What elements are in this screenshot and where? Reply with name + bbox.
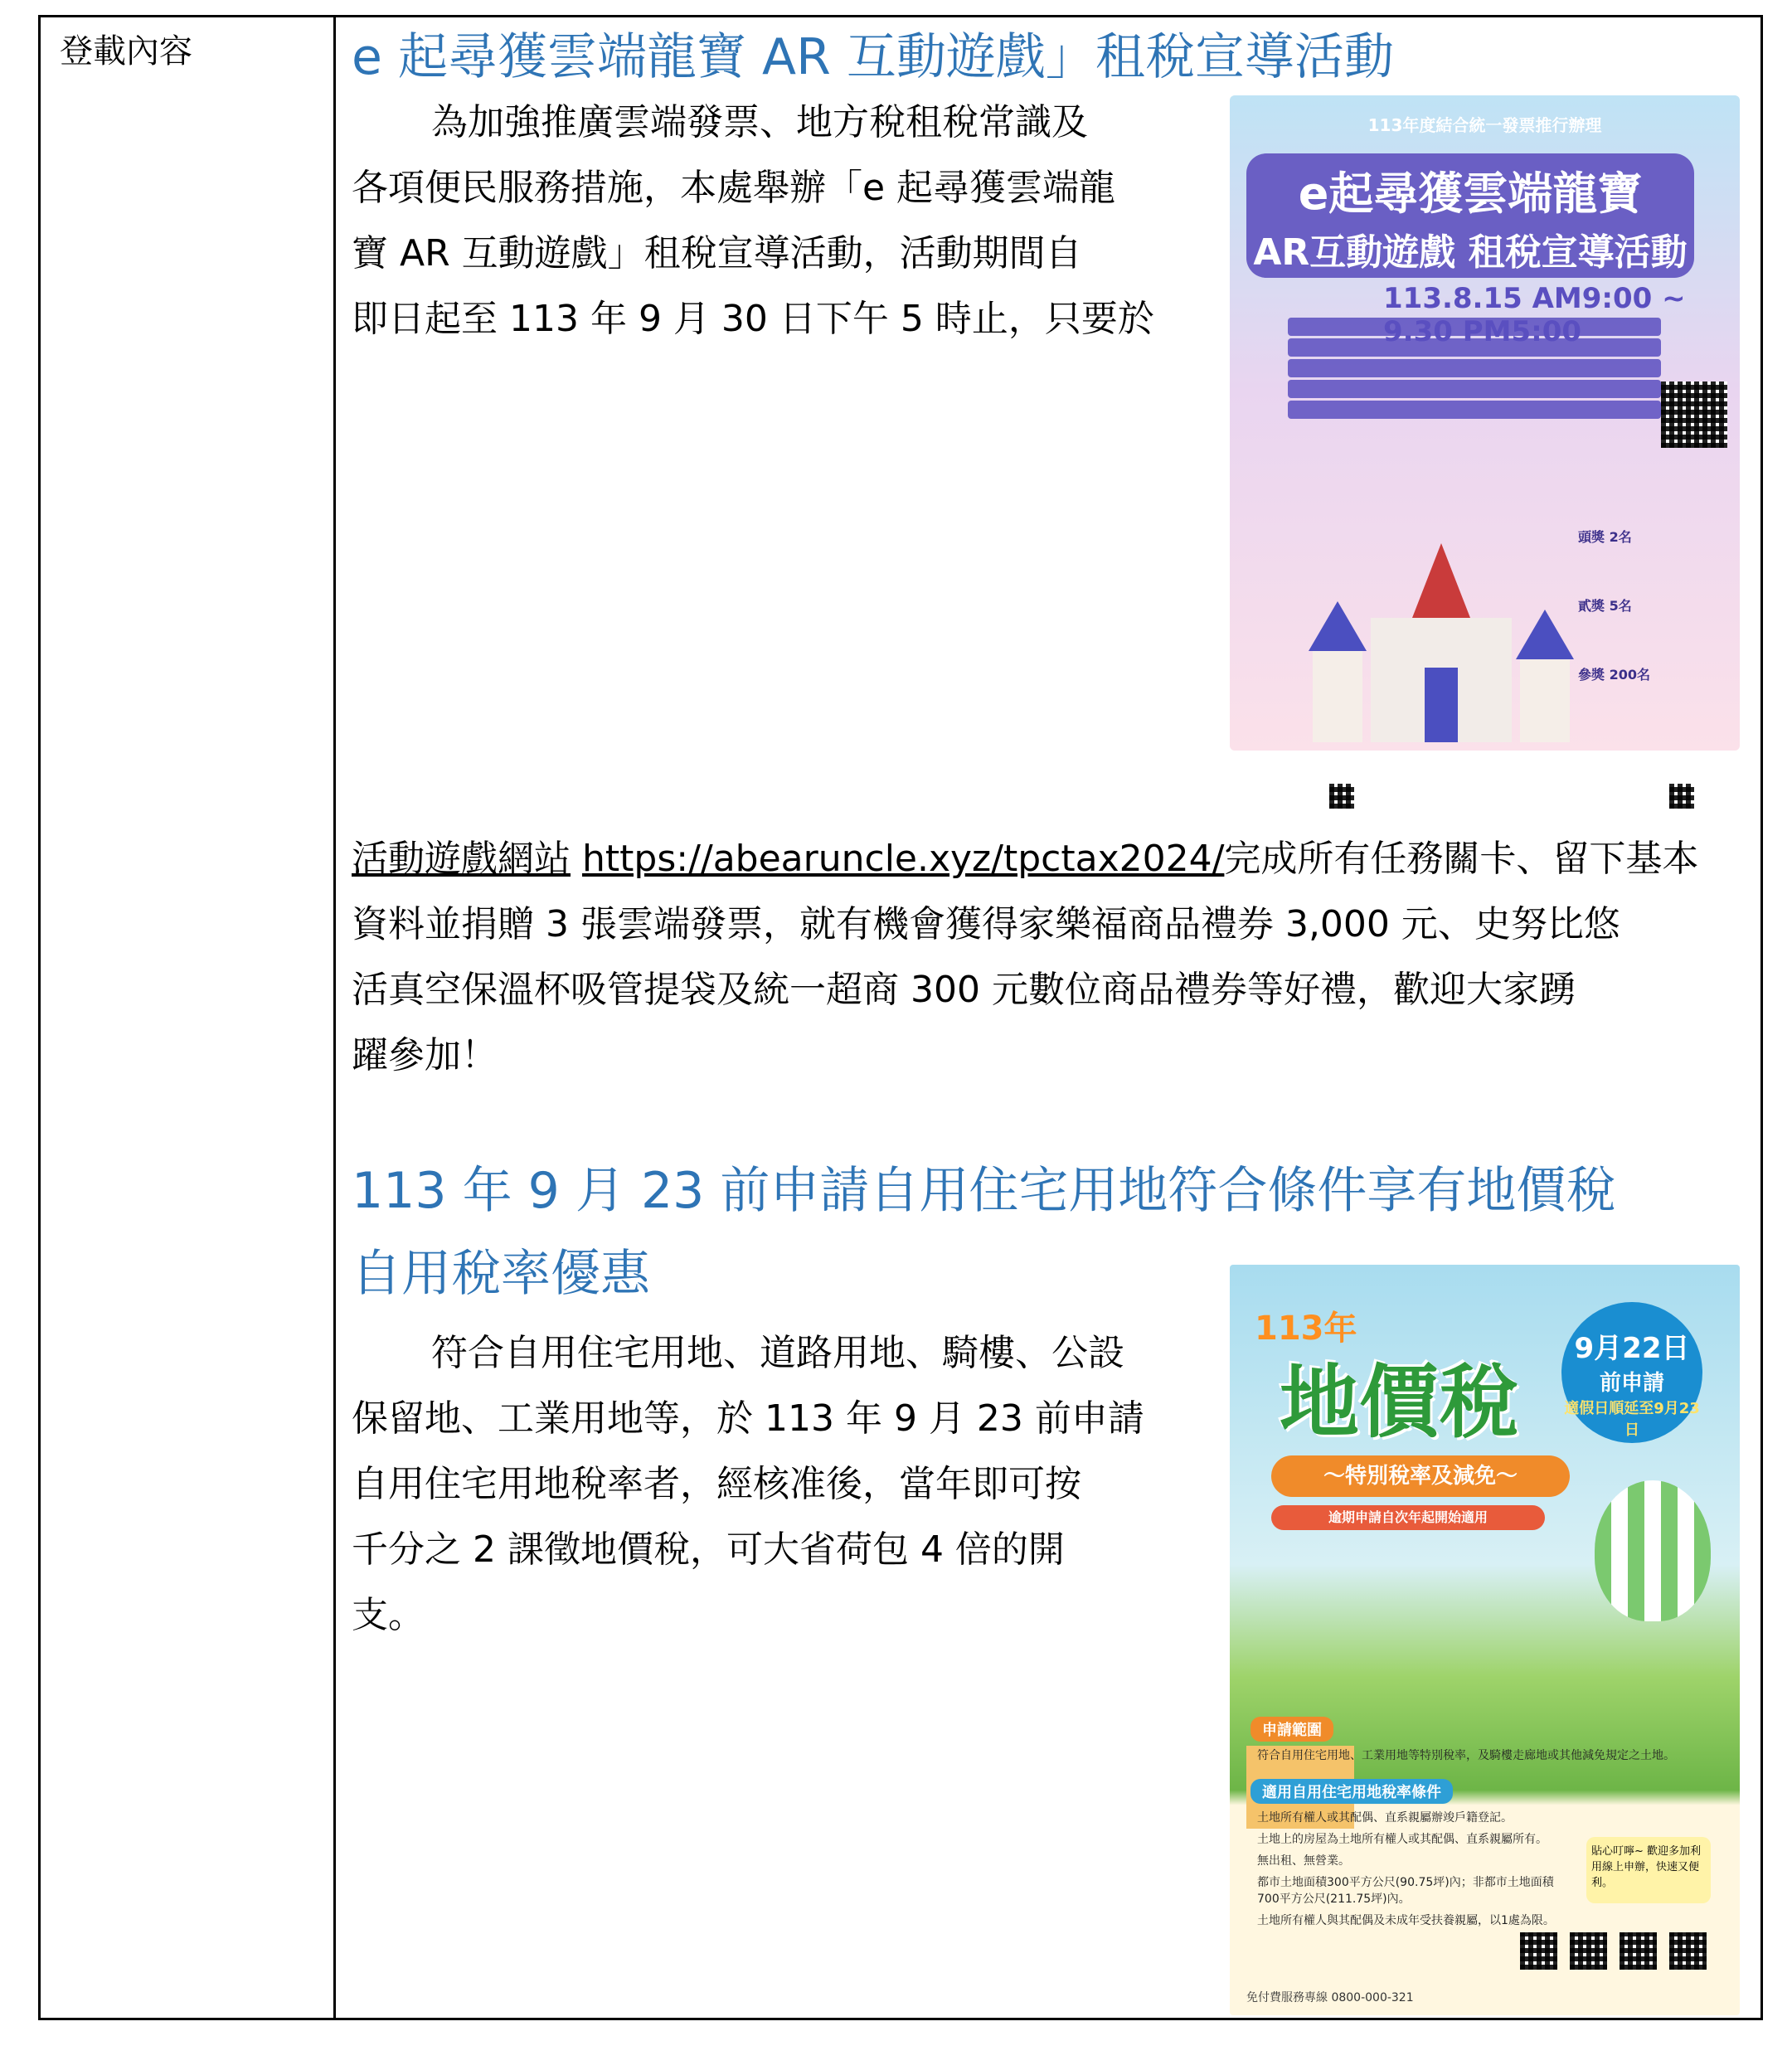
condition-line: 都市土地面積300平方公尺(90.75坪)內；非都市土地面積700平方公尺(211.75坪)內。	[1257, 1876, 1554, 1906]
section1-cont-line-2: 資料並捐贈 3 張雲端發票，就有機會獲得家樂福商品禮券 3,000 元、史努比悠	[352, 903, 1620, 945]
condition-line: 土地所有權人或其配偶、直系親屬辦竣戶籍登記。	[1257, 1811, 1513, 1825]
section1-heading: e 起尋獲雲端龍寶 AR 互動遊戲」租稅宣導活動	[352, 28, 1394, 86]
condition-line: 土地上的房屋為土地所有權人或其配偶、直系親屬所有。	[1257, 1833, 1547, 1846]
section2-line-1: 符合自用住宅用地、道路用地、騎樓、公設	[431, 1332, 1124, 1374]
section2-heading-line2: 自用稅率優惠	[352, 1245, 650, 1303]
poster2-title: 地價稅	[1280, 1356, 1518, 1449]
poster2-ribbon: ～特別稅率及減免～	[1271, 1455, 1570, 1497]
hot-air-balloon-icon	[1595, 1480, 1711, 1621]
qr-code-icon	[1620, 1932, 1657, 1970]
qr-code-icon	[1520, 1932, 1557, 1970]
poster1-prizes	[1578, 527, 1719, 683]
section2-line-2: 保留地、工業用地等，於 113 年 9 月 23 前申請	[352, 1397, 1144, 1440]
qr-code-icon	[1329, 784, 1354, 809]
poster1-footer	[1230, 751, 1740, 821]
game-website-label[interactable]: 活動遊戲網站	[352, 838, 571, 880]
section2-line-5: 支。	[352, 1594, 425, 1636]
level-bar	[1288, 401, 1661, 419]
condition-line: 無出租、無營業。	[1257, 1854, 1350, 1868]
section1-line-3: 寶 AR 互動遊戲」租稅宣導活動，活動期間自	[352, 232, 1082, 275]
conditions-tag: 適用自用住宅用地稅率條件	[1251, 1779, 1453, 1804]
poster1-dates: 113.8.15 AM9:00 ~	[1383, 282, 1686, 315]
section1-cont-line-3: 活真空保溫杯吸管提袋及統一超商 300 元數位商品禮券等好禮，歡迎大家踴	[352, 969, 1576, 1011]
row-label: 登載內容	[60, 32, 192, 70]
deadline-badge	[1561, 1302, 1702, 1443]
level-bar	[1288, 359, 1661, 377]
tip-box: 貼心叮嚀~ 歡迎多加利用線上申辦，快速又便利。	[1586, 1837, 1711, 1903]
level-bar	[1288, 380, 1661, 398]
poster2-hotline: 免付費服務專線 0800-000-321	[1246, 1991, 1414, 2004]
scope-tag: 申請範圍	[1251, 1717, 1333, 1742]
qr-code-icon	[1661, 381, 1727, 448]
section2-heading-line1: 113 年 9 月 23 前申請自用住宅用地符合條件享有地價稅	[352, 1162, 1616, 1220]
section1-continued	[352, 826, 1753, 1088]
section1-line-4: 即日起至 113 年 9 月 30 日下午 5 時止，只要於	[352, 298, 1154, 340]
land-value-tax-poster	[1230, 1265, 1740, 2015]
qr-code-icon	[1570, 1932, 1607, 1970]
section1-paragraph	[352, 90, 1214, 352]
qr-code-icon	[1669, 784, 1694, 809]
section2-line-3: 自用住宅用地稅率者，經核准後，當年即可按	[352, 1463, 1081, 1505]
ar-game-poster	[1230, 95, 1740, 751]
poster1-top-text: 113年度結合統一發票推行辦理	[1367, 115, 1602, 135]
badge-sub: 前申請	[1599, 1371, 1664, 1396]
prize-2: 貳獎 5名	[1578, 598, 1632, 614]
section1-line-1: 為加強推廣雲端發票、地方稅租稅常識及	[431, 101, 1088, 143]
badge-note: 適假日順延至9月23日	[1564, 1400, 1700, 1439]
section1-line-2: 各項便民服務措施，本處舉辦「e 起尋獲雲端龍	[352, 167, 1116, 209]
level-bar	[1288, 338, 1661, 357]
castle-illustration	[1296, 543, 1586, 742]
poster2-note: 逾期申請自次年起開始適用	[1271, 1505, 1545, 1530]
poster1-title-line2: AR互動遊戲 租稅宣導活動	[1253, 231, 1688, 274]
section1-cont-line-4: 躍參加！	[352, 1034, 498, 1076]
section2-paragraph	[352, 1320, 1214, 1648]
prize-3: 參獎 200名	[1578, 667, 1650, 683]
poster1-levels	[1288, 315, 1661, 421]
poster2-scope	[1251, 1717, 1698, 1763]
section1-cont-line-1: 完成所有任務關卡、留下基本	[1224, 838, 1699, 880]
prize-1: 頭獎 2名	[1578, 529, 1632, 545]
game-website-link[interactable]: https://abearuncle.xyz/tpctax2024/	[582, 838, 1225, 880]
badge-date: 9月22日	[1574, 1332, 1690, 1365]
column-divider	[333, 15, 336, 2020]
level-bar	[1288, 318, 1661, 336]
poster1-title	[1246, 153, 1694, 278]
poster1-title-line1: e起尋獲雲端龍寶	[1298, 168, 1643, 220]
scope-line: 符合自用住宅用地、工業用地等特別稅率，及騎樓走廊地或其他減免規定之土地。	[1257, 1749, 1675, 1762]
poster2-year: 113年	[1255, 1310, 1357, 1348]
qr-code-icon	[1669, 1932, 1707, 1970]
section2-line-4: 千分之 2 課徵地價稅，可大省荷包 4 倍的開	[352, 1528, 1065, 1571]
condition-line: 土地所有權人與其配偶及未成年受扶養親屬，以1處為限。	[1257, 1914, 1555, 1927]
